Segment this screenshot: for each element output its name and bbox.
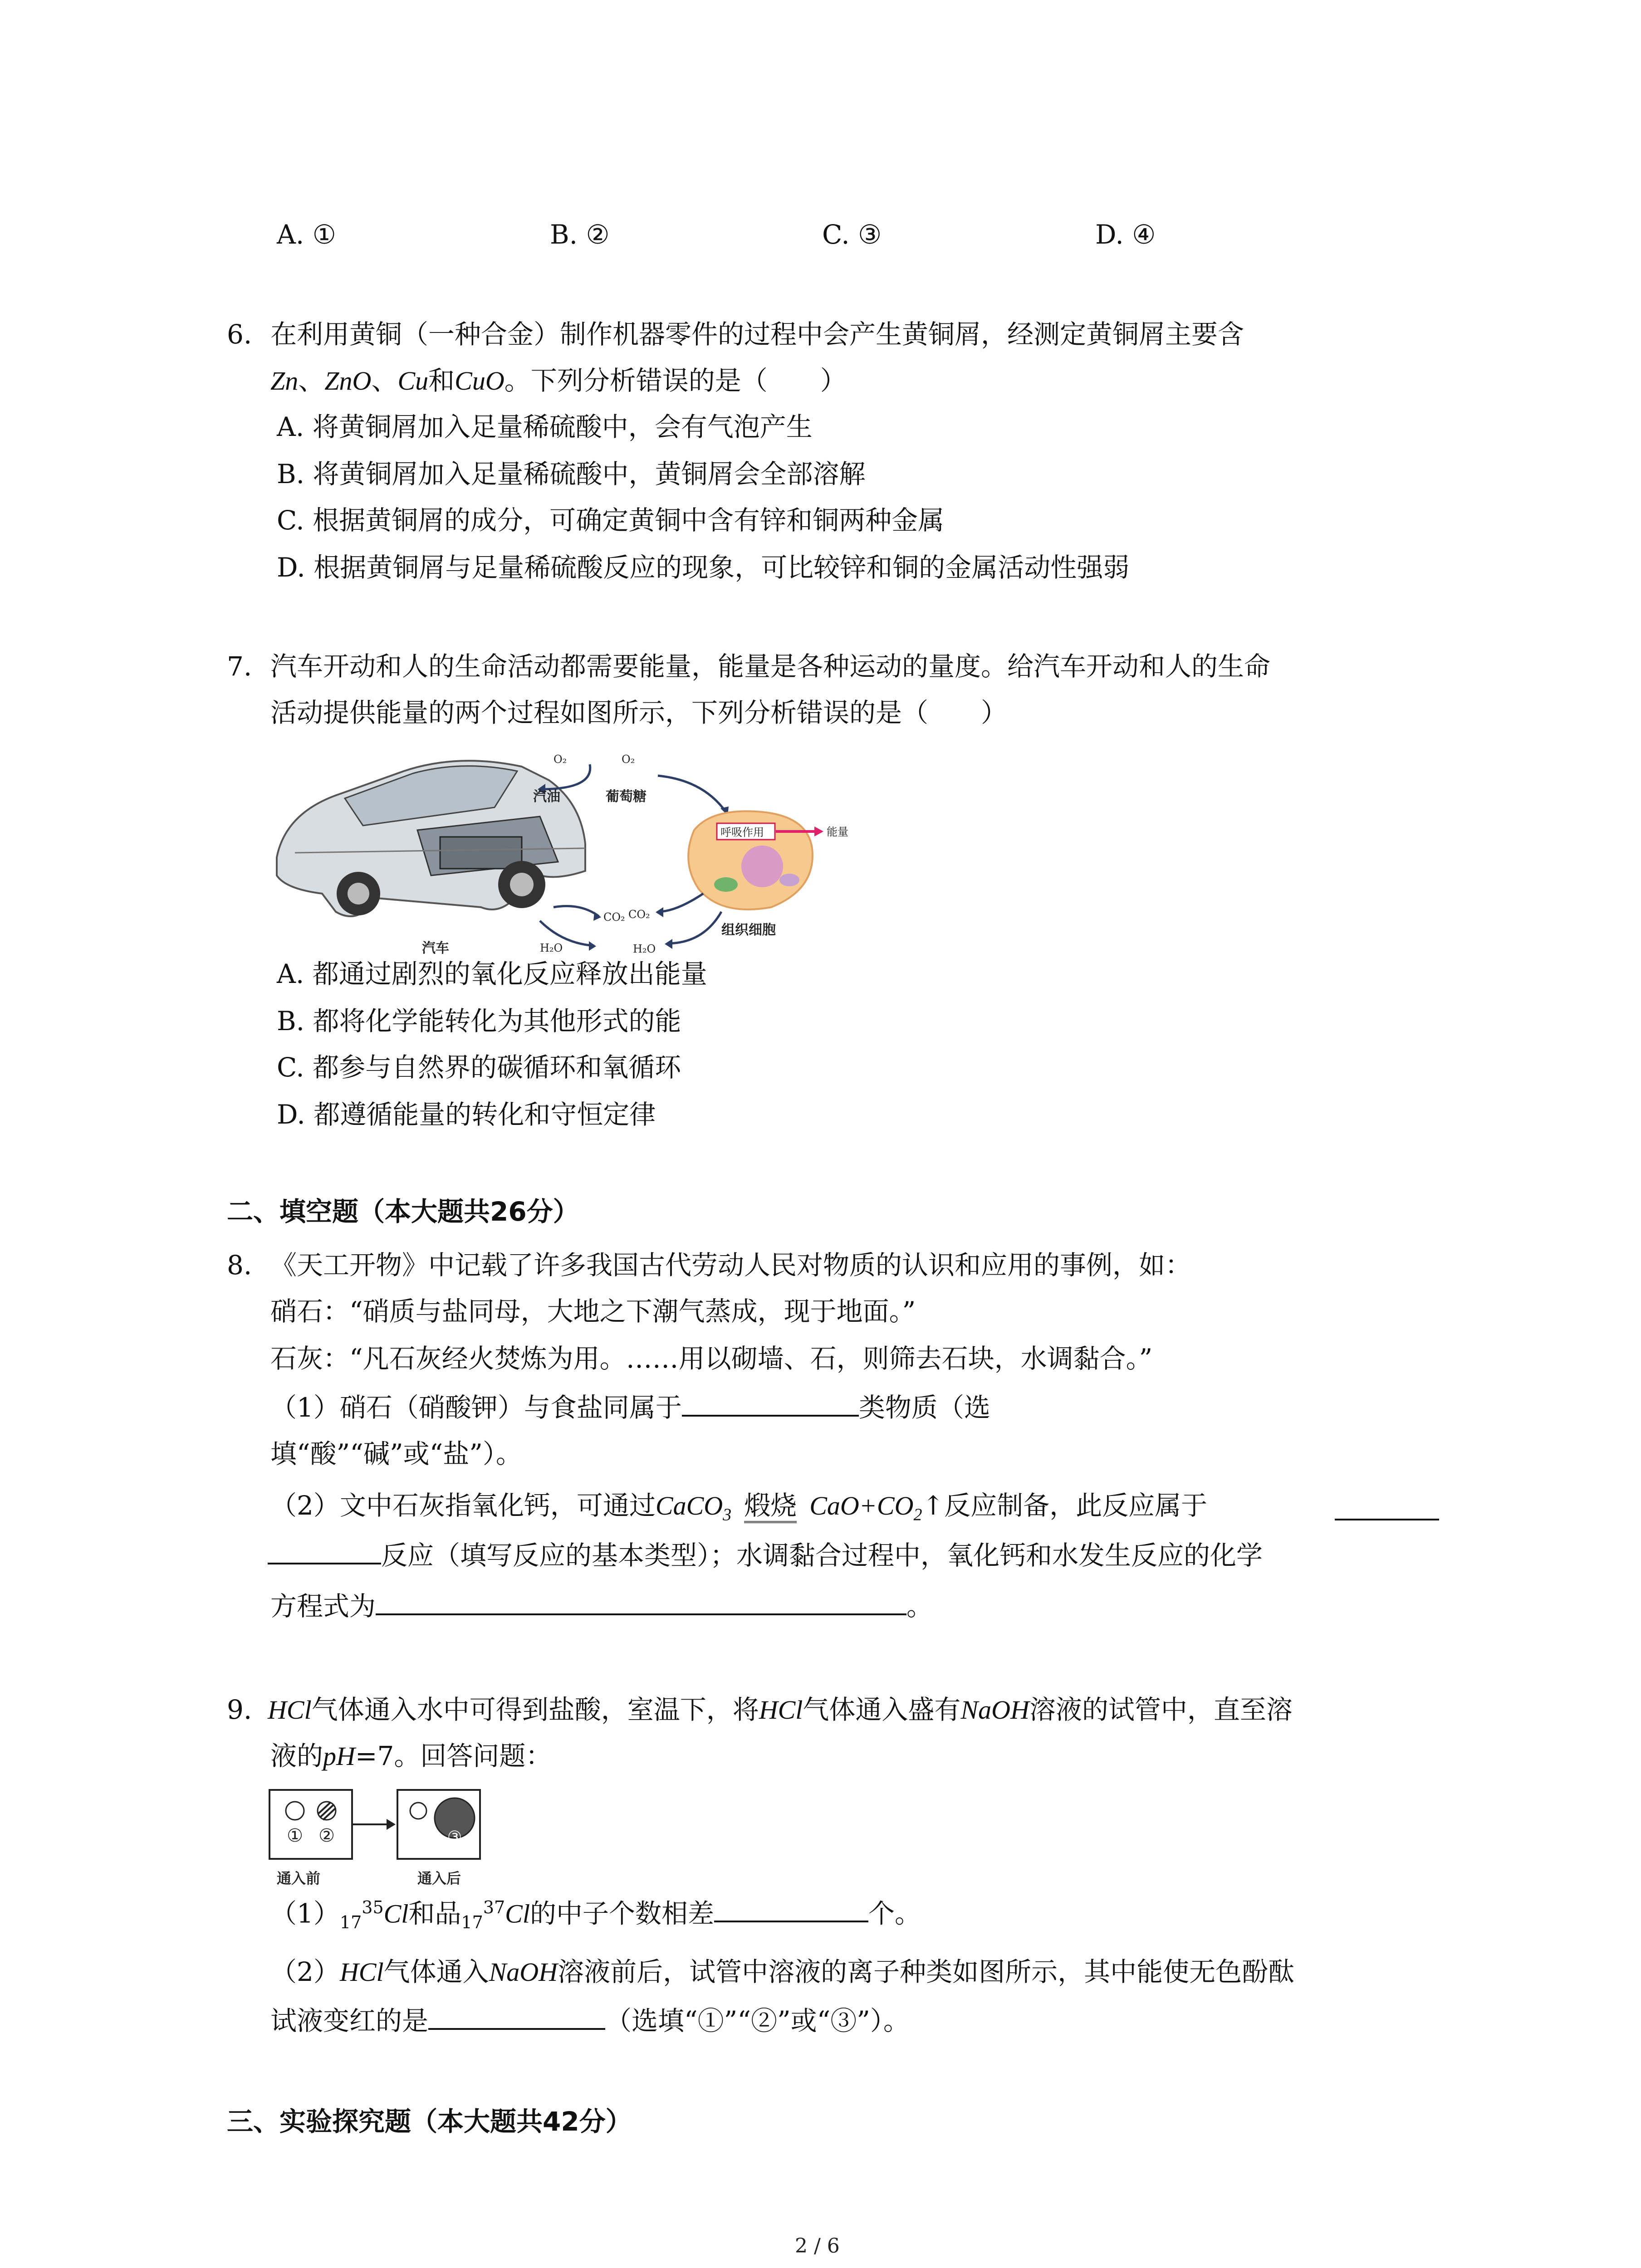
car-image xyxy=(277,761,585,916)
q9-line2: 液的pH=7。回答问题： xyxy=(270,1740,552,1771)
q9-part1: $(1)_{17}^{35}Cl$和品$_{17}^{37}$Cl的中子个数相差 个。 xyxy=(270,1897,921,1932)
h2o-left-label: H₂O xyxy=(540,942,563,954)
co2-left-label: CO₂ xyxy=(603,911,625,924)
q9-part2-line2: 试液变红的是 （选填“①”“②”或“③”）。 xyxy=(270,2005,910,2036)
q9-blank-1[interactable] xyxy=(714,1917,868,1922)
q5-option-c: C. ③ xyxy=(822,219,882,250)
q8-blank-3[interactable] xyxy=(376,1610,906,1615)
q6-stem-line1: 在利用黄铜（一种合金）制作机器零件的过程中会产生黄铜屑，经测定黄铜屑主要含 xyxy=(270,319,1244,350)
q6-option-c: C. 根据黄铜屑的成分，可确定黄铜中含有锌和铜两种金属 xyxy=(277,505,945,536)
ion-1-label: ① xyxy=(287,1825,303,1846)
q9-number: 9. xyxy=(227,1694,252,1725)
q6-option-a: A. 将黄铜屑加入足量稀硫酸中，会有气泡产生 xyxy=(277,411,813,442)
ion-3-label: ③ xyxy=(447,1828,462,1847)
q5-option-d: D. ④ xyxy=(1095,219,1156,250)
car-label: 汽车 xyxy=(422,940,449,956)
q7-stem-line2: 活动提供能量的两个过程如图所示，下列分析错误的是（ ） xyxy=(270,697,1008,728)
section-2-heading: 二、填空题（本大题共26分） xyxy=(227,1196,579,1227)
glucose-label: 葡萄糖 xyxy=(606,789,647,805)
q8-part1-cont: 填“酸”“碱”或“盐”）。 xyxy=(270,1438,522,1469)
q8-part1: （1）硝石（硝酸钾）与食盐同属于 类物质（选 xyxy=(270,1392,990,1423)
q7-option-c: C. 都参与自然界的碳循环和氧循环 xyxy=(277,1052,681,1083)
q9-ion-figure xyxy=(268,1786,504,1891)
q8-part2-line3: 方程式为 。 xyxy=(270,1591,933,1622)
ion-2-label: ② xyxy=(318,1825,335,1846)
q9-blank-2[interactable] xyxy=(428,2024,605,2030)
h2o-right-label: H₂O xyxy=(633,943,656,955)
q5-option-b: B. ② xyxy=(550,219,610,250)
q8-line3: 石灰：“凡石灰经火焚炼为用。……用以砌墙、石，则筛去石块，水调黏合。” xyxy=(270,1343,1153,1374)
q8-number: 8. xyxy=(227,1250,252,1281)
q7-option-b: B. 都将化学能转化为其他形式的能 xyxy=(277,1006,681,1036)
q7-option-a: A. 都通过剧烈的氧化反应释放出能量 xyxy=(277,958,707,989)
q8-line2: 硝石：“硝质与盐同母，大地之下潮气蒸成，现于地面。” xyxy=(270,1296,916,1327)
cell-label: 组织细胞 xyxy=(721,922,776,938)
q6-number: 6. xyxy=(227,319,252,350)
q7-stem-line1: 汽车开动和人的生命活动都需要能量，能量是各种运动的量度。给汽车开动和人的生命 xyxy=(270,651,1271,682)
q6-option-b: B. 将黄铜屑加入足量稀硫酸中，黄铜屑会全部溶解 xyxy=(277,459,866,489)
q8-blank-2b[interactable] xyxy=(268,1559,381,1564)
q8-blank-1[interactable] xyxy=(682,1411,859,1417)
before-label: 通入前 xyxy=(277,1870,321,1887)
respiration-label: 呼吸作用 xyxy=(720,826,764,839)
q9-part2: （2）HCl气体通入NaOH溶液前后，试管中溶液的离子种类如图所示，其中能使无色酚酞 xyxy=(270,1956,1295,1987)
q7-number: 7. xyxy=(227,651,252,682)
q8-part2-line2: 反应（填写反应的基本类型）；水调黏合过程中，氧化钙和水发生反应的化学 xyxy=(268,1542,1263,1569)
co2-right-label: CO₂ xyxy=(628,908,650,921)
q8-line1: 《天工开物》中记载了许多我国古代劳动人民对物质的认识和应用的事例，如： xyxy=(270,1250,1192,1281)
q9-line1: HCl气体通入水中可得到盐酸，室温下，将HCl气体通入盛有NaOH溶液的试管中，直至溶 xyxy=(268,1694,1293,1725)
q8-part2: （2）文中石灰指氧化钙，可通过CaCO$_3$ 煅烧 $CaO+CO_2↑$反应制备，此反应属于 xyxy=(270,1490,1208,1525)
o2-right-label: O₂ xyxy=(622,753,635,766)
gasoline-label: 汽油 xyxy=(533,789,560,805)
page-number: 2 / 6 xyxy=(795,2234,840,2258)
o2-left-label: O₂ xyxy=(554,753,567,766)
section-3-heading: 三、实验探究题（本大题共42分） xyxy=(227,2106,632,2137)
q8-blank-2a[interactable] xyxy=(1335,1515,1439,1520)
q7-energy-figure xyxy=(268,739,876,957)
q5-option-a: A. ① xyxy=(277,219,336,250)
q6-option-d: D. 根据黄铜屑与足量稀硫酸反应的现象，可比较锌和铜的金属活动性强弱 xyxy=(277,552,1130,583)
energy-label: 能量 xyxy=(827,826,848,838)
calcination-condition: 煅烧 xyxy=(744,1490,797,1523)
q7-option-d: D. 都遵循能量的转化和守恒定律 xyxy=(277,1099,656,1130)
q6-stem-line2: Zn、ZnO、Cu和CuO。下列分析错误的是（ ） xyxy=(270,365,847,396)
after-label: 通入后 xyxy=(417,1870,461,1887)
